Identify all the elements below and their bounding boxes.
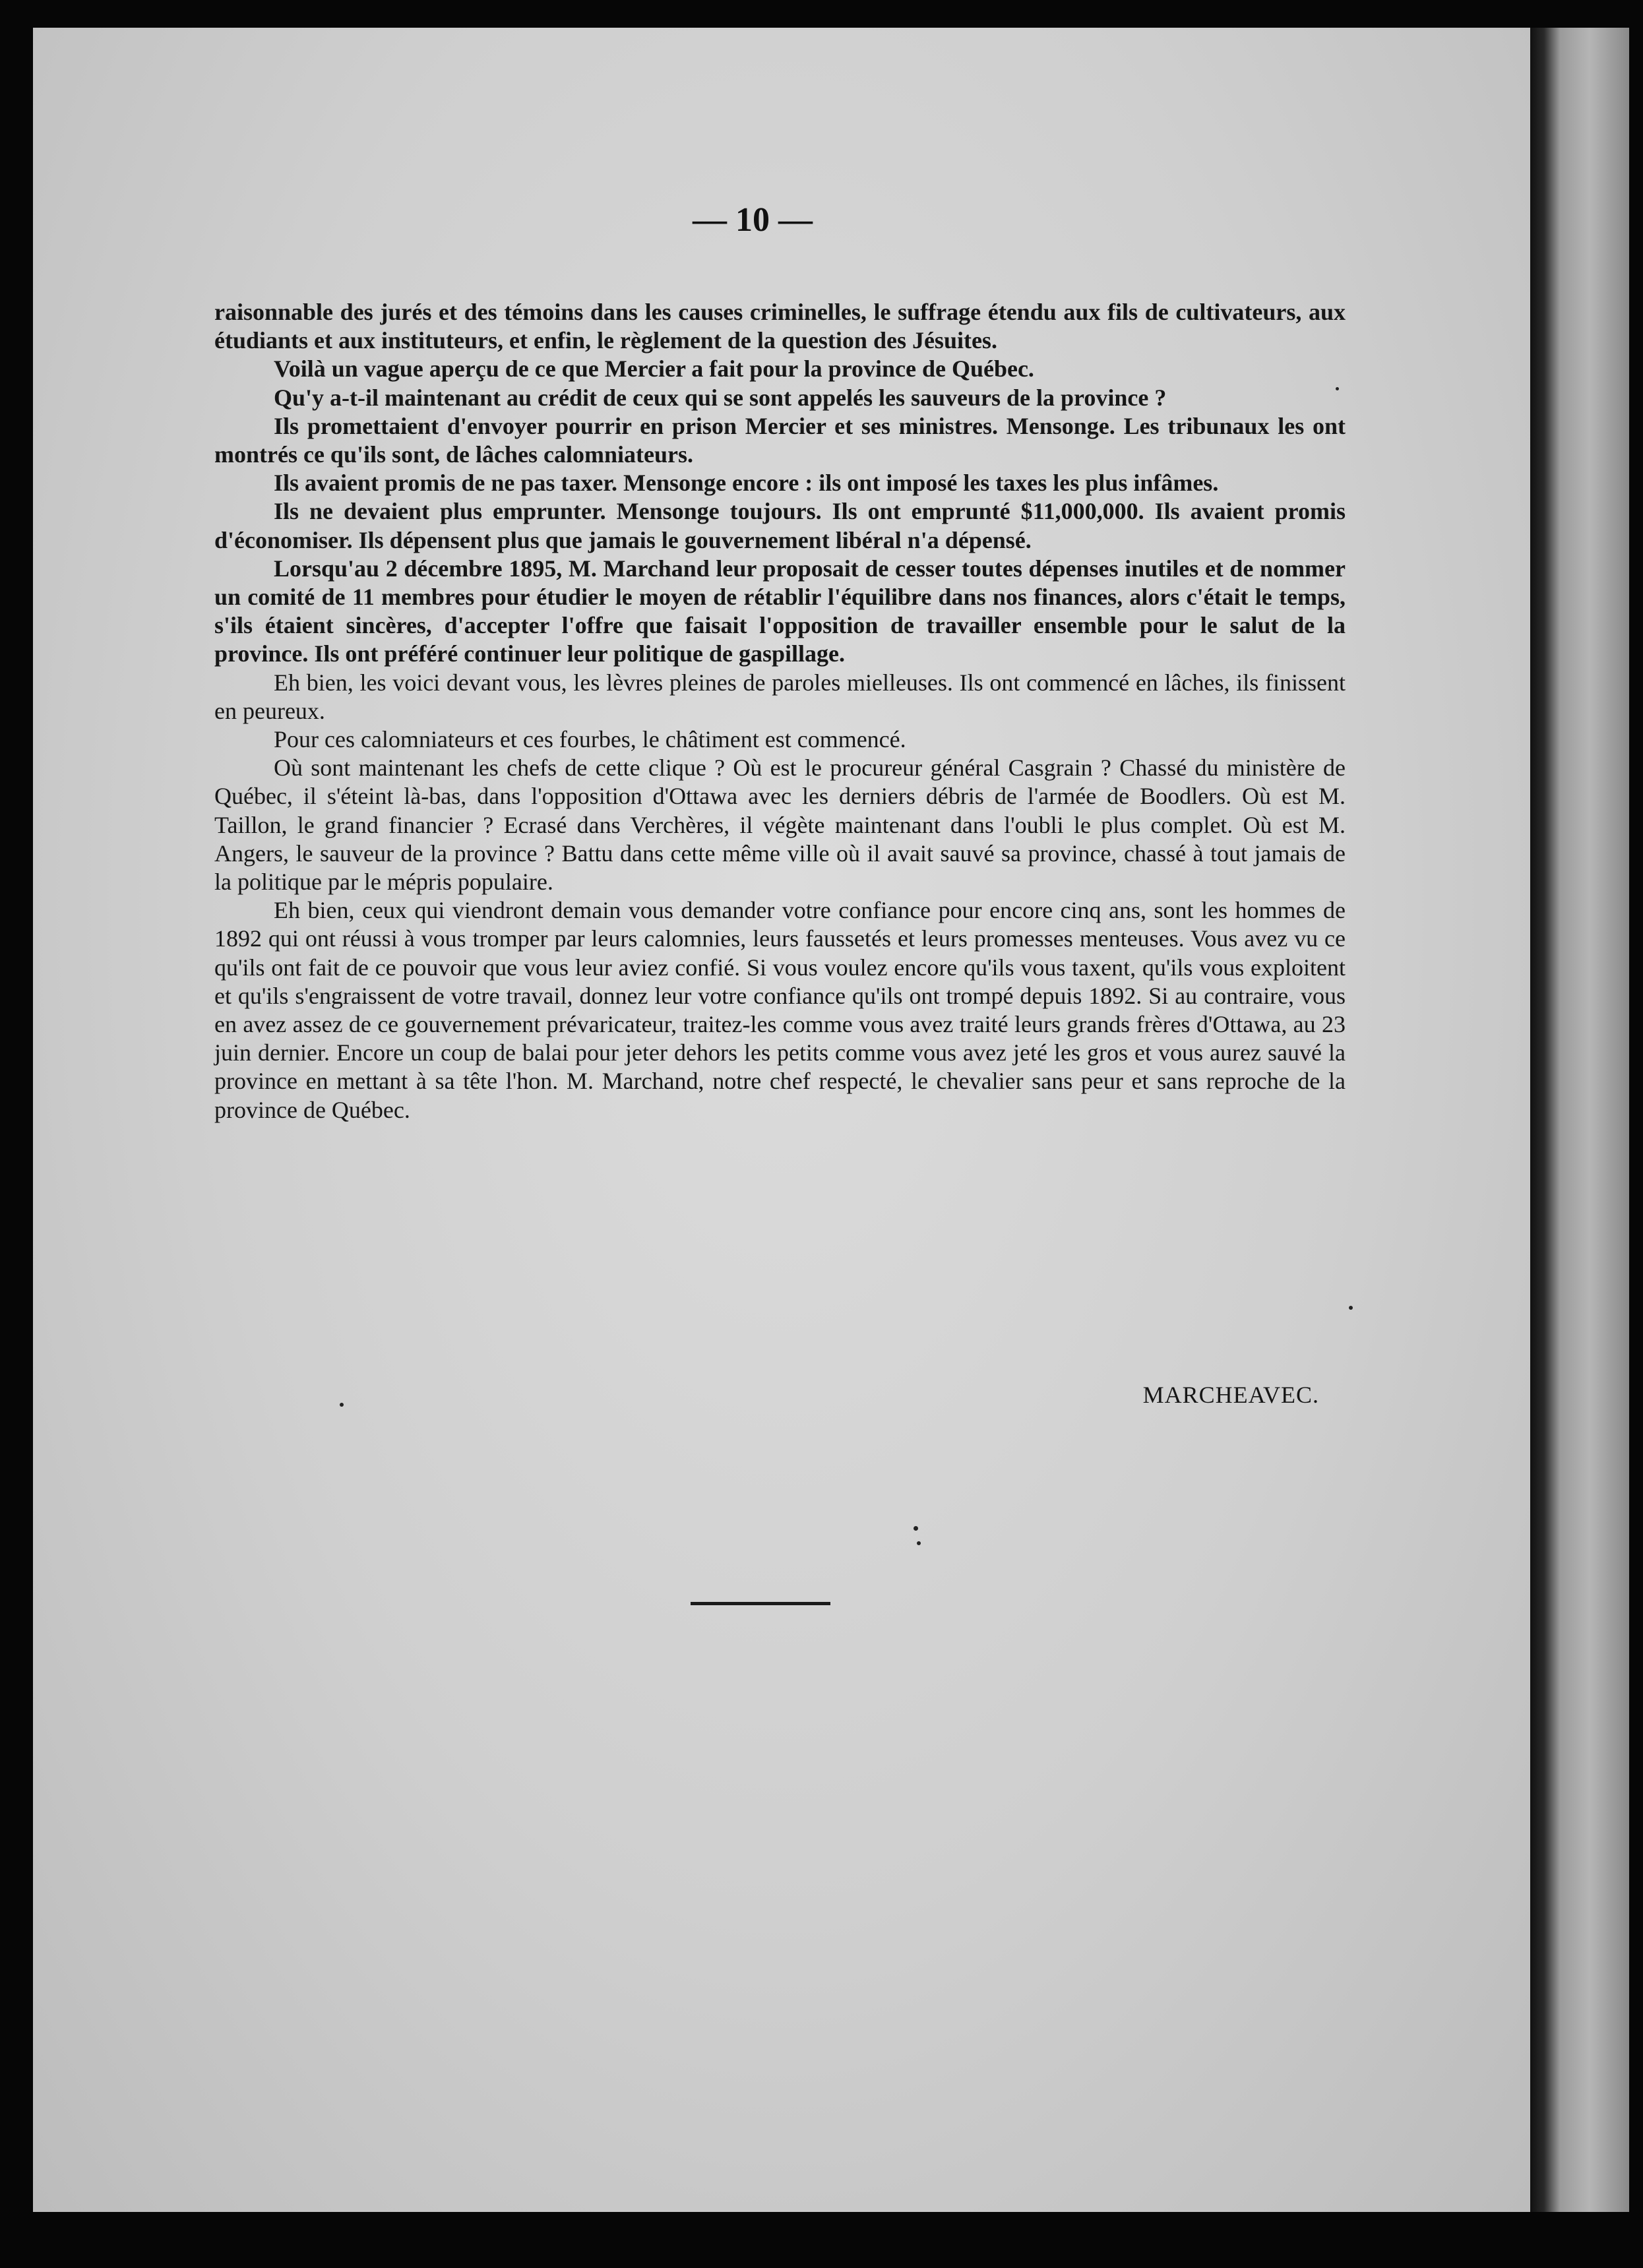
paragraph-9: Pour ces calomniateurs et ces fourbes, le châtiment est commencé. — [274, 726, 906, 753]
horizontal-rule — [691, 1602, 830, 1605]
paragraph-11: Eh bien, ceux qui viendront demain vous demander votre confiance pour encore cinq ans, sont les hommes de 1892 qui ont réussi à vous tromper par leurs calomnies, leurs faussetés et leurs promesses menteuses. Vous avez vu ce qu'ils ont fait de ce pouvoir que vous leur aviez confié. Si vous voulez encore qu'ils vous taxent, qu'ils vous exploitent et qu'ils s'engraissent de votre travail, donnez leur votre confiance qu'ils ont trompé depuis 1892. Si au contraire, vous en avez assez de ce gouvernement prévaricateur, traitez-les comme vous avez traité leurs grands frères d'Ottawa, au 23 juin dernier. Encore un coup de balai pour jeter dehors les petits comme vous avez jeté les gros et vous aurez sauvé la province en mettant à sa tête l'hon. M. Marchand, notre chef respecté, le chevalier sans peur et sans reproche de la province de Québec. — [214, 897, 1346, 1123]
print-speck — [1336, 387, 1339, 390]
paragraph-1: raisonnable des jurés et des témoins dans les causes criminelles, le suffrage étendu aux fils de cultivateurs, aux étudiants et aux instituteurs, et enfin, le règlement de la question des Jésuites. — [214, 299, 1346, 354]
paragraph-2: Voilà un vague aperçu de ce que Mercier a fait pour la province de Québec. — [274, 355, 1034, 383]
paragraph-7: Lorsqu'au 2 décembre 1895, M. Marchand leur proposait de cesser toutes dépenses inutiles et de nommer un comité de 11 membres pour étudier le moyen de rétablir l'équilibre dans nos finances, alors c'était le temps, s'ils étaient sincères, d'accepter l'offre que faisait l'opposition de travailler ensemble pour le salut de la province. Ils ont préféré continuer leur politique de gaspillage. — [214, 555, 1346, 667]
page-number: — 10 — — [693, 201, 813, 239]
paragraph-10: Où sont maintenant les chefs de cette clique ? Où est le procureur général Casgrain ? Chassé du ministère de Québec, il s'éteint là-bas, dans l'opposition d'Ottawa avec les derniers débris de l'armée de Boodlers. Où est M. Taillon, le grand financier ? Ecrasé dans Verchères, il végète maintenant dans l'oubli le plus complet. Où est M. Angers, le sauveur de la province ? Battu dans cette même ville où il avait sauvé sa province, chassé à tout jamais de la politique par le mépris populaire. — [214, 754, 1346, 896]
print-speck — [917, 1541, 921, 1545]
document-page — [33, 28, 1530, 2212]
signature: MARCHEAVEC. — [1142, 1382, 1319, 1408]
paragraph-3: Qu'y a-t-il maintenant au crédit de ceux qui se sont appelés les sauveurs de la province ? — [274, 384, 1167, 411]
paragraph-5: Ils avaient promis de ne pas taxer. Mensonge encore : ils ont imposé les taxes les plus infâmes. — [274, 470, 1219, 497]
print-speck — [340, 1403, 344, 1407]
page-edge-strip — [1530, 28, 1629, 2212]
paragraph-6: Ils ne devaient plus emprunter. Mensonge toujours. Ils ont emprunté $11,000,000. Ils avaient promis d'économiser. Ils dépensent plus que jamais le gouvernement libéral n'a dépensé. — [214, 498, 1346, 553]
print-speck — [914, 1526, 918, 1531]
paragraph-4: Ils promettaient d'envoyer pourrir en prison Mercier et ses ministres. Mensonge. Les tribunaux les ont montrés ce qu'ils sont, de lâches calomniateurs. — [214, 412, 1346, 468]
print-speck — [1349, 1306, 1353, 1310]
body-text — [214, 298, 1346, 1124]
paragraph-8: Eh bien, les voici devant vous, les lèvres pleines de paroles mielleuses. Ils ont commencé en lâches, ils finissent en peureux. — [214, 669, 1346, 724]
